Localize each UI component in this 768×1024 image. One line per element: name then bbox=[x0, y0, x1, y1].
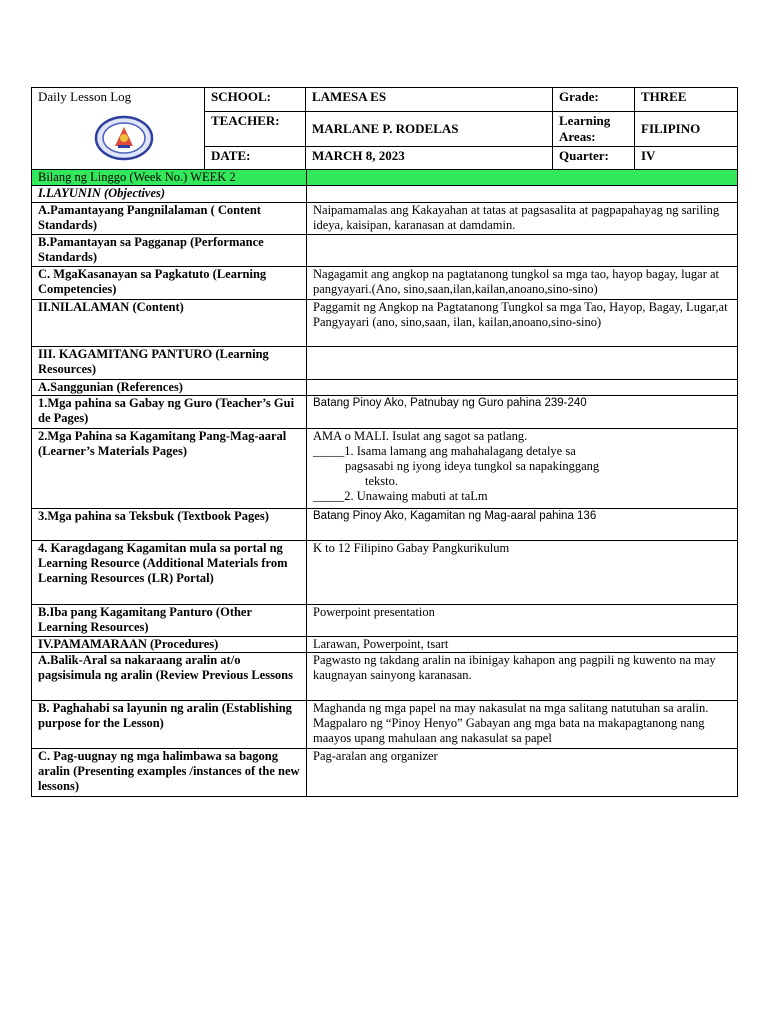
additional-materials-label: 4. Karagdagang Kagamitan mula sa portal ng Learning Resource (Additional Materials from Learning Resources (LR) Portal) bbox=[32, 541, 307, 605]
learner-line-5: _____2. Unawaing mabuti at taLm bbox=[313, 489, 488, 503]
objectives-value-cell bbox=[307, 186, 738, 203]
date-label: DATE: bbox=[205, 147, 306, 171]
content-label: II.NILALAMAN (Content) bbox=[32, 300, 307, 347]
teacher-label: TEACHER: bbox=[205, 112, 306, 147]
log-title: Daily Lesson Log bbox=[38, 89, 132, 104]
objectives-heading: I.LAYUNIN (Objectives) bbox=[32, 186, 307, 203]
teacher-value: MARLANE P. RODELAS bbox=[306, 112, 553, 147]
quarter-value: IV bbox=[635, 147, 738, 171]
purpose-label: B. Paghahabi sa layunin ng aralin (Establishing purpose for the Lesson) bbox=[32, 701, 307, 749]
learner-line-3: pagsasabi ng iyong ideya tungkol sa napakinggang bbox=[345, 459, 600, 473]
textbook-value: Batang Pinoy Ako, Kagamitan ng Mag-aaral pahina 136 bbox=[307, 509, 738, 541]
teacher-guide-label: 1.Mga pahina sa Gabay ng Guro (Teacher’s Gui de Pages) bbox=[32, 396, 307, 429]
quarter-label: Quarter: bbox=[553, 147, 635, 171]
procedures-value: Larawan, Powerpoint, tsart bbox=[307, 637, 738, 653]
learner-line-2: _____1. Isama lamang ang mahahalagang detalye sa bbox=[313, 444, 576, 458]
school-value: LAMESA ES bbox=[306, 88, 553, 112]
competencies-label: C. MgaKasanayan sa Pagkatuto (Learning Competencies) bbox=[32, 267, 307, 300]
performance-standards-value bbox=[307, 235, 738, 267]
performance-standards-label: B.Pamantayan sa Pagganap (Performance Standards) bbox=[32, 235, 307, 267]
grade-value: THREE bbox=[635, 88, 738, 112]
week-label: Bilang ng Linggo (Week No.) WEEK 2 bbox=[32, 170, 307, 186]
additional-materials-value: K to 12 Filipino Gabay Pangkurikulum bbox=[307, 541, 738, 605]
content-standards-value: Naipamamalas ang Kakayahan at tatas at pagsasalita at pagpapahayag ng sariling ideya, kaisipan, karanasan at damdamin. bbox=[307, 203, 738, 235]
school-label: SCHOOL: bbox=[205, 88, 306, 112]
review-value: Pagwasto ng takdang aralin na ibinigay kahapon ang pagpili ng kuwento na may kaugnayan sainyong karanasan. bbox=[307, 653, 738, 701]
learner-line-4: teksto. bbox=[365, 474, 398, 488]
header-table bbox=[31, 87, 738, 171]
teacher-guide-value: Batang Pinoy Ako, Patnubay ng Guro pahina 239-240 bbox=[307, 396, 738, 429]
references-label: A.Sanggunian (References) bbox=[32, 380, 307, 396]
grade-label: Grade: bbox=[553, 88, 635, 112]
examples-value: Pag-aralan ang organizer bbox=[307, 749, 738, 797]
learner-line-1: AMA o MALI. Isulat ang sagot sa patlang. bbox=[313, 429, 528, 443]
review-label: A.Balik-Aral sa nakaraang aralin at/o pagsisimula ng aralin (Review Previous Lessons bbox=[32, 653, 307, 701]
other-resources-value: Powerpoint presentation bbox=[307, 605, 738, 637]
deped-seal-icon bbox=[94, 115, 154, 161]
learning-resources-label: III. KAGAMITANG PANTURO (Learning Resources) bbox=[32, 347, 307, 380]
date-value: MARCH 8, 2023 bbox=[306, 147, 553, 171]
learning-areas-value: FILIPINO bbox=[635, 112, 738, 147]
week-value-cell bbox=[307, 170, 738, 186]
examples-label: C. Pag-uugnay ng mga halimbawa sa bagong aralin (Presenting examples /instances of the new lessons) bbox=[32, 749, 307, 797]
procedures-label: IV.PAMAMARAAN (Procedures) bbox=[32, 637, 307, 653]
learner-materials-value bbox=[307, 429, 738, 509]
learning-areas-label: Learning Areas: bbox=[553, 112, 635, 147]
references-value bbox=[307, 380, 738, 396]
textbook-label: 3.Mga pahina sa Teksbuk (Textbook Pages) bbox=[32, 509, 307, 541]
lesson-table bbox=[31, 169, 738, 797]
purpose-value: Maghanda ng mga papel na may nakasulat na mga salitang natutuhan sa aralin. Magpalaro ng “Pinoy Henyo” Gabayan ang mga bata na makapagtanong nang maayos upang mahulaan ang nakasulat sa papel bbox=[307, 701, 738, 749]
other-resources-label: B.Iba pang Kagamitang Panturo (Other Learning Resources) bbox=[32, 605, 307, 637]
competencies-value: Nagagamit ang angkop na pagtatanong tungkol sa mga tao, hayop bagay, lugar at pangyayari.(Ano, sino,saan,ilan,kailan,anoano,sino-sino) bbox=[307, 267, 738, 300]
learner-materials-label: 2.Mga Pahina sa Kagamitang Pang-Mag-aaral (Learner’s Materials Pages) bbox=[32, 429, 307, 509]
log-title-cell bbox=[32, 88, 205, 171]
content-standards-label: A.Pamantayang Pangnilalaman ( Content Standards) bbox=[32, 203, 307, 235]
learning-resources-value bbox=[307, 347, 738, 380]
content-value: Paggamit ng Angkop na Pagtatanong Tungkol sa mga Tao, Hayop, Bagay, Lugar,at Pangyayari (ano, sino,saan, ilan, kailan,anoano,sino-sino) bbox=[307, 300, 738, 347]
